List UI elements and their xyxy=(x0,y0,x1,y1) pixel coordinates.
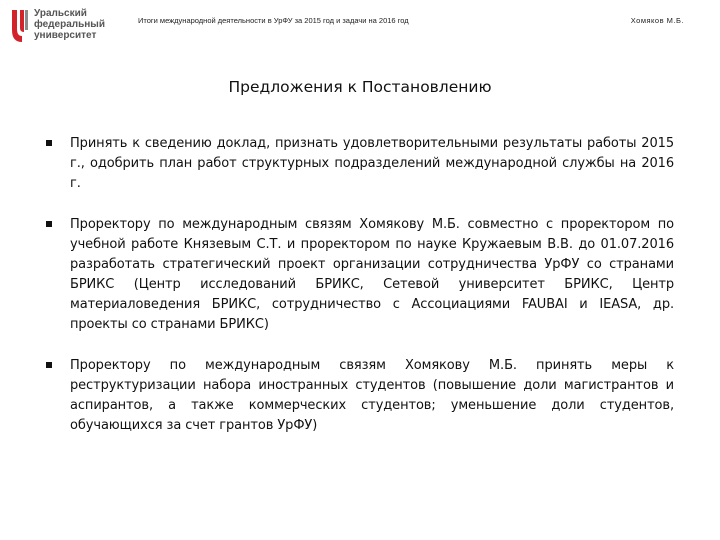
bullet-list xyxy=(46,134,674,457)
university-logo xyxy=(10,6,120,50)
header-caption: Итоги международной деятельности в УрФУ за 2015 год и задачи на 2016 год xyxy=(138,16,409,25)
bullet-item xyxy=(46,356,674,436)
urfu-logo-icon xyxy=(10,8,30,46)
bullet-text: Принять к сведению доклад, признать удовлетворительными результаты работы 2015 г., одобрить план работ структурных подразделений международной службы на 2016 г. xyxy=(70,136,674,191)
logo-line-3: университет xyxy=(34,30,97,41)
bullet-text: Проректору по международным связям Хомякову М.Б. принять меры к реструктуризации набора иностранных студентов (повышение доли магистрантов и аспирантов, а также коммерческих студентов; уменьшение доли студентов, обучающихся за счет грантов УрФУ) xyxy=(70,358,674,433)
bullet-text: Проректору по международным связям Хомякову М.Б. совместно с проректором по учебной работе Князевым С.Т. и проректором по науке Кружаевым В.В. до 01.07.2016 разработать стратегический проект организации сотрудничества УрФУ со странами БРИКС (Центр исследований БРИКС, Сетевой университет БРИКС, Центр материаловедения БРИКС, сотрудничество с Ассоциациями FAUBAI и IEASA, др. проекты со странами БРИКС) xyxy=(70,217,674,332)
logo-text xyxy=(34,8,105,41)
bullet-item xyxy=(46,134,674,194)
slide-title: Предложения к Постановлению xyxy=(228,78,492,96)
square-bullet-icon xyxy=(46,221,52,227)
logo-line-1: Уральский xyxy=(34,8,87,19)
square-bullet-icon xyxy=(46,362,52,368)
bullet-item xyxy=(46,215,674,335)
logo-line-2: федеральный xyxy=(34,19,105,30)
square-bullet-icon xyxy=(46,140,52,146)
header-author: Хомяков М.Б. xyxy=(630,16,684,25)
